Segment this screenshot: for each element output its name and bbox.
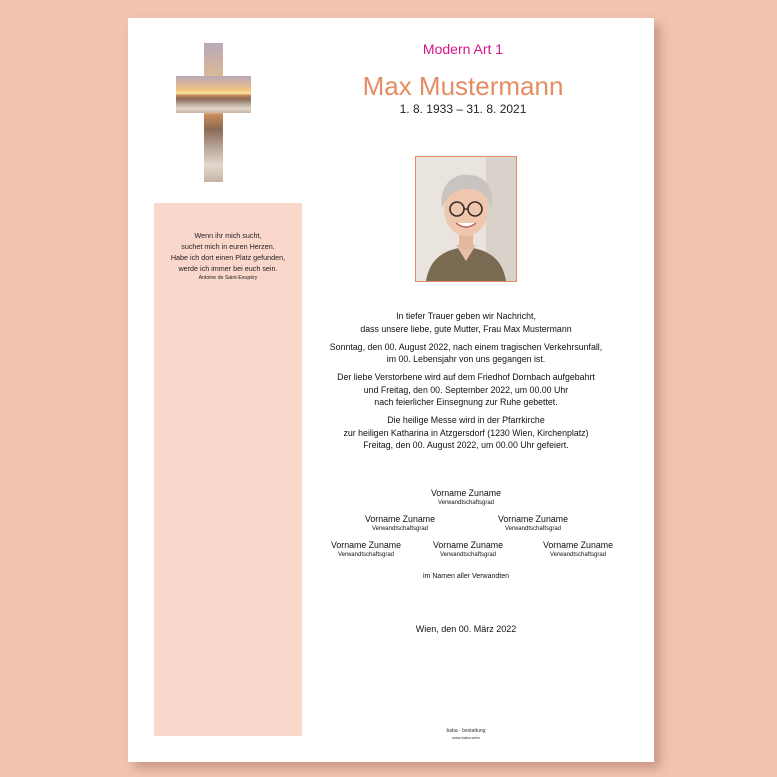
relative-name: Vorname Zuname bbox=[431, 488, 501, 498]
announcement-paragraph bbox=[306, 371, 626, 409]
sunset-cross-image bbox=[176, 43, 251, 182]
relative-entry bbox=[406, 488, 526, 507]
quote-line: Wenn ihr mich sucht, bbox=[194, 231, 262, 240]
text-line: Freitag, den 00. August 2022, um 00.00 Uhr gefeiert. bbox=[363, 440, 569, 450]
family-note: im Namen aller Verwandten bbox=[423, 573, 509, 580]
relative-entry bbox=[473, 514, 593, 533]
relative-name: Vorname Zuname bbox=[498, 514, 568, 524]
announcement-text bbox=[306, 310, 626, 457]
text-line: im 00. Lebensjahr von uns gegangen ist. bbox=[386, 354, 546, 364]
relative-relation: Verwandtschaftsgrad bbox=[337, 552, 395, 558]
announcement-paragraph bbox=[306, 310, 626, 335]
quote-line: suchet mich in euren Herzen. bbox=[181, 242, 275, 251]
relative-entry bbox=[340, 514, 460, 533]
footer-brand bbox=[416, 728, 516, 741]
relative-relation: Verwandtschaftsgrad bbox=[371, 526, 429, 532]
relative-relation: Verwandtschaftsgrad bbox=[439, 552, 497, 558]
deceased-name: Max Mustermann bbox=[362, 71, 564, 101]
text-line: In tiefer Trauer geben wir Nachricht, bbox=[396, 311, 536, 321]
brand-website[interactable]: www.baba.wien bbox=[452, 735, 480, 740]
text-line: zur heiligen Katharina in Atzgersdorf (1230 Wien, Kirchenplatz) bbox=[343, 427, 589, 438]
relative-entry bbox=[408, 540, 528, 559]
relative-name: Vorname Zuname bbox=[543, 540, 613, 550]
text-line: und Freitag, den 00. September 2022, um 00.00 Uhr bbox=[363, 384, 569, 395]
quote bbox=[154, 230, 302, 283]
relative-name: Vorname Zuname bbox=[433, 540, 503, 550]
text-line: Der liebe Verstorbene wird auf dem Friedhof Dornbach aufgebahrt bbox=[337, 372, 595, 382]
life-dates: 1. 8. 1933 – 31. 8. 2021 bbox=[399, 102, 527, 116]
portrait-photo bbox=[415, 156, 517, 282]
relative-entry bbox=[518, 540, 638, 559]
text-line: dass unsere liebe, gute Mutter, Frau Max Mustermann bbox=[360, 323, 572, 334]
quote-author: Antoine de Saint-Exupéry bbox=[198, 275, 258, 281]
obituary-sheet bbox=[128, 18, 654, 762]
quote-sidebar bbox=[154, 203, 302, 736]
text-line: Sonntag, den 00. August 2022, nach einem tragischen Verkehrsunfall, bbox=[329, 341, 603, 352]
relative-name: Vorname Zuname bbox=[331, 540, 401, 550]
announcement-paragraph bbox=[306, 414, 626, 452]
place-date: Wien, den 00. März 2022 bbox=[415, 624, 517, 634]
relative-relation: Verwandtschaftsgrad bbox=[504, 526, 562, 532]
quote-line: Habe ich dort einen Platz gefunden, bbox=[170, 253, 286, 262]
relative-relation: Verwandtschaftsgrad bbox=[549, 552, 607, 558]
text-line: nach feierlicher Einsegnung zur Ruhe gebettet. bbox=[374, 397, 558, 407]
relative-name: Vorname Zuname bbox=[365, 514, 435, 524]
brand-name: baba · bestattung bbox=[446, 728, 486, 734]
text-line: Die heilige Messe wird in der Pfarrkirche bbox=[387, 415, 545, 425]
relative-relation: Verwandtschaftsgrad bbox=[437, 500, 495, 506]
quote-line: werde ich immer bei euch sein. bbox=[178, 264, 278, 273]
template-name: Modern Art 1 bbox=[422, 41, 504, 57]
announcement-paragraph bbox=[306, 341, 626, 366]
